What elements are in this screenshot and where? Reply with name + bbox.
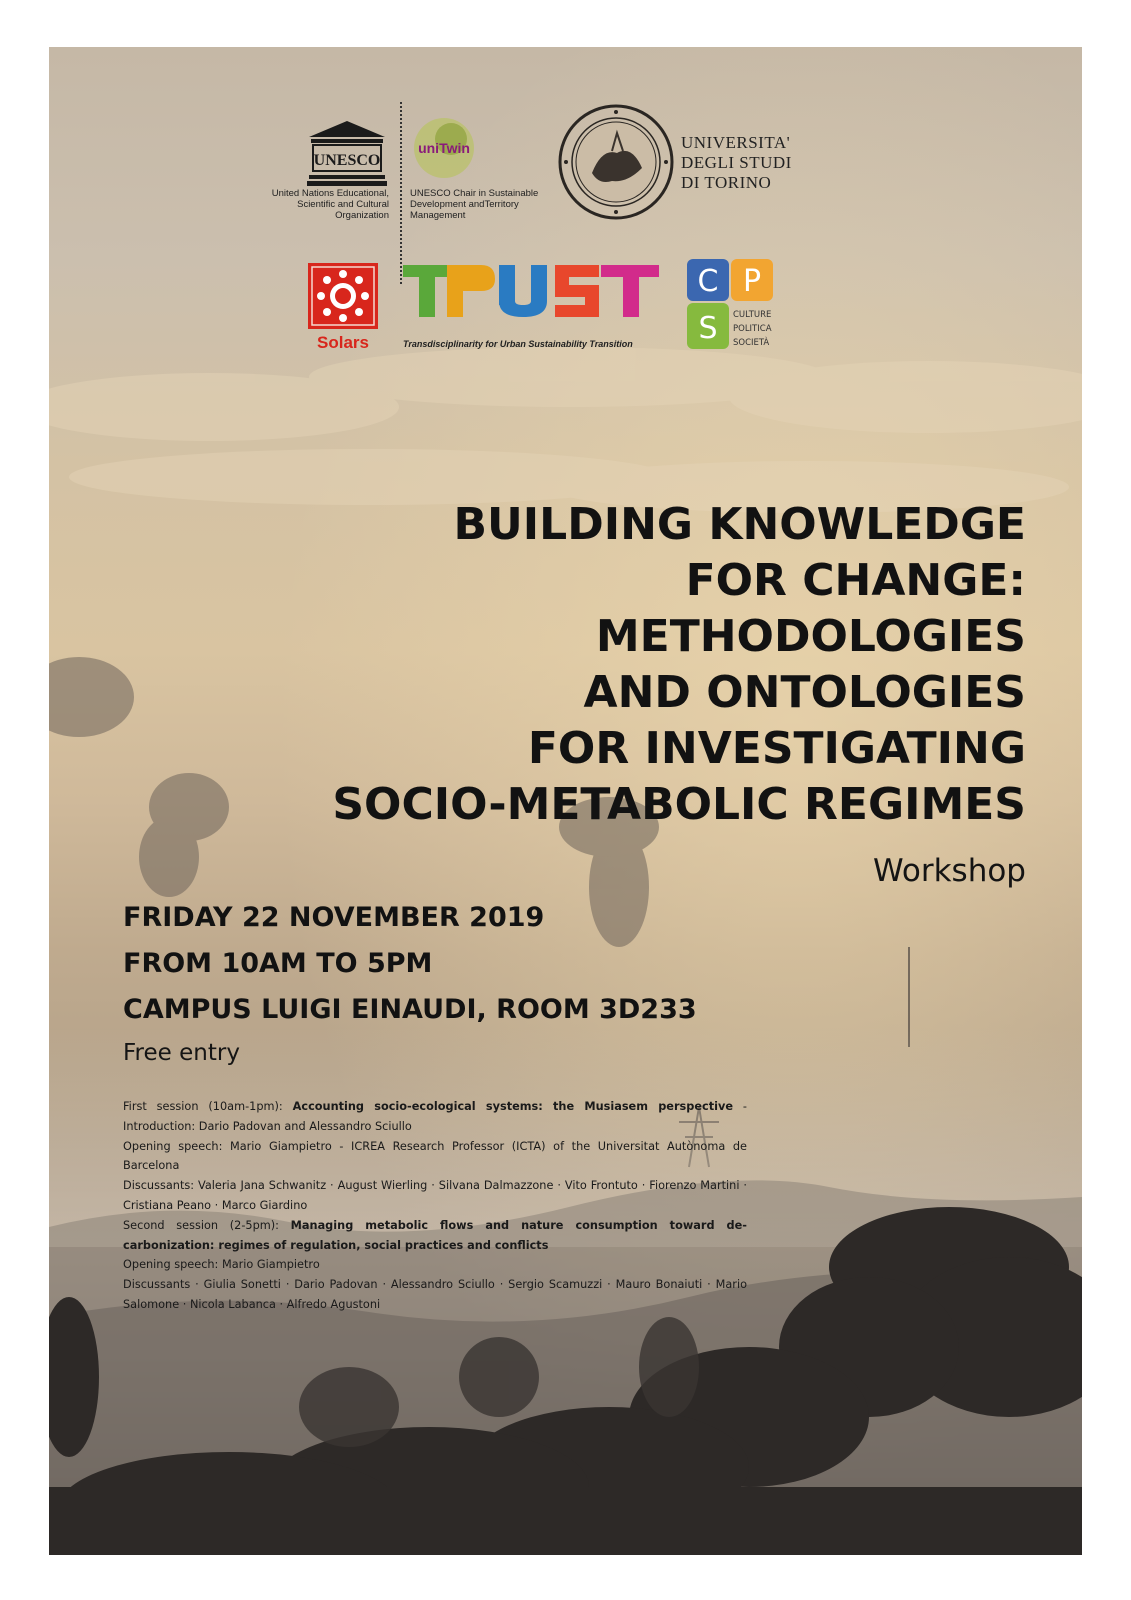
first-session xyxy=(123,1097,747,1137)
second-session xyxy=(123,1216,747,1256)
event-venue: CAMPUS LUIGI EINAUDI, ROOM 3D233 xyxy=(123,994,697,1025)
event-type: Workshop xyxy=(873,853,1026,889)
cps-logo-icon xyxy=(687,259,777,351)
title-line-5: FOR INVESTIGATING xyxy=(527,723,1026,774)
event-date: FRIDAY 22 NOVEMBER 2019 xyxy=(123,902,545,933)
workshop-title xyxy=(332,497,1026,833)
university-name-line-2: DEGLI STUDI xyxy=(681,153,792,172)
unesco-caption: United Nations Educational, Scientific and Cultural Organization xyxy=(271,188,389,221)
cps-letter-p: P xyxy=(742,264,762,299)
poster xyxy=(49,47,1082,1555)
first-session-label: First session (10am-1pm): xyxy=(123,1100,293,1113)
second-session-title: Managing metabolic flows and nature consumption toward de-carbonization: regimes of regulation, social practices and conflicts xyxy=(123,1218,747,1252)
second-session-label: Second session (2-5pm): xyxy=(123,1218,291,1232)
program-details xyxy=(123,1097,747,1315)
trust-subtitle: Transdisciplinarity for Urban Sustainability Transition xyxy=(403,339,633,349)
title-line-3: METHODOLOGIES xyxy=(595,611,1026,662)
cps-letter-c: C xyxy=(697,264,719,299)
first-session-opening: Opening speech: Mario Giampietro - ICREA Research Professor (ICTA) of the Universitat Autònoma de Barcelona xyxy=(123,1139,747,1173)
free-entry: Free entry xyxy=(123,1040,240,1066)
cps-word-culture: CULTURE xyxy=(733,310,772,320)
event-info xyxy=(123,895,697,1033)
second-session-discussants: Discussants · Giulia Sonetti · Dario Padovan · Alessandro Sciullo · Sergio Scamuzzi · Mauro Bonaiuti · Mario Salomone · Nicola Labanca · Alfredo Agustoni xyxy=(123,1278,747,1311)
university-name-line-1: UNIVERSITA' xyxy=(681,133,791,152)
unesco-wordmark: UNESCO xyxy=(313,152,381,169)
second-session-opening: Opening speech: Mario Giampietro xyxy=(123,1258,320,1272)
unitwin-caption: UNESCO Chair in Sustainable Development andTerritory Management xyxy=(410,188,539,221)
logo-divider xyxy=(400,102,402,284)
unitwin-wordmark: uniTwin xyxy=(418,140,470,156)
solars-label: Solars xyxy=(317,333,369,352)
first-session-intro: - Introduction: Dario Padovan and Alessandro Sciullo xyxy=(123,1100,747,1133)
unitwin-icon xyxy=(411,115,477,181)
university-name-line-3: DI TORINO xyxy=(681,173,772,192)
title-line-6: SOCIO-METABOLIC REGIMES xyxy=(332,779,1026,830)
cps-word-politica: POLITICA xyxy=(733,324,772,334)
event-time: FROM 10AM TO 5PM xyxy=(123,948,433,979)
first-session-title: Accounting socio-ecological systems: the Musiasem perspective xyxy=(292,1100,734,1113)
title-line-2: FOR CHANGE: xyxy=(685,555,1026,606)
trust-logo-icon xyxy=(403,261,659,321)
cps-letter-s: S xyxy=(698,311,718,346)
title-line-1: BUILDING KNOWLEDGE xyxy=(453,499,1026,550)
unesco-temple-icon xyxy=(307,119,387,189)
first-session-discussants: Discussants: Valeria Jana Schwanitz · August Wierling · Silvana Dalmazzone · Vito Frontuto · Fiorenzo Martini · Cristiana Peano · Marco Giardino xyxy=(123,1179,747,1212)
university-seal-icon xyxy=(557,103,675,221)
university-name xyxy=(681,133,792,193)
cps-word-societa: SOCIETÀ xyxy=(733,338,770,348)
title-line-4: AND ONTOLOGIES xyxy=(583,667,1026,718)
